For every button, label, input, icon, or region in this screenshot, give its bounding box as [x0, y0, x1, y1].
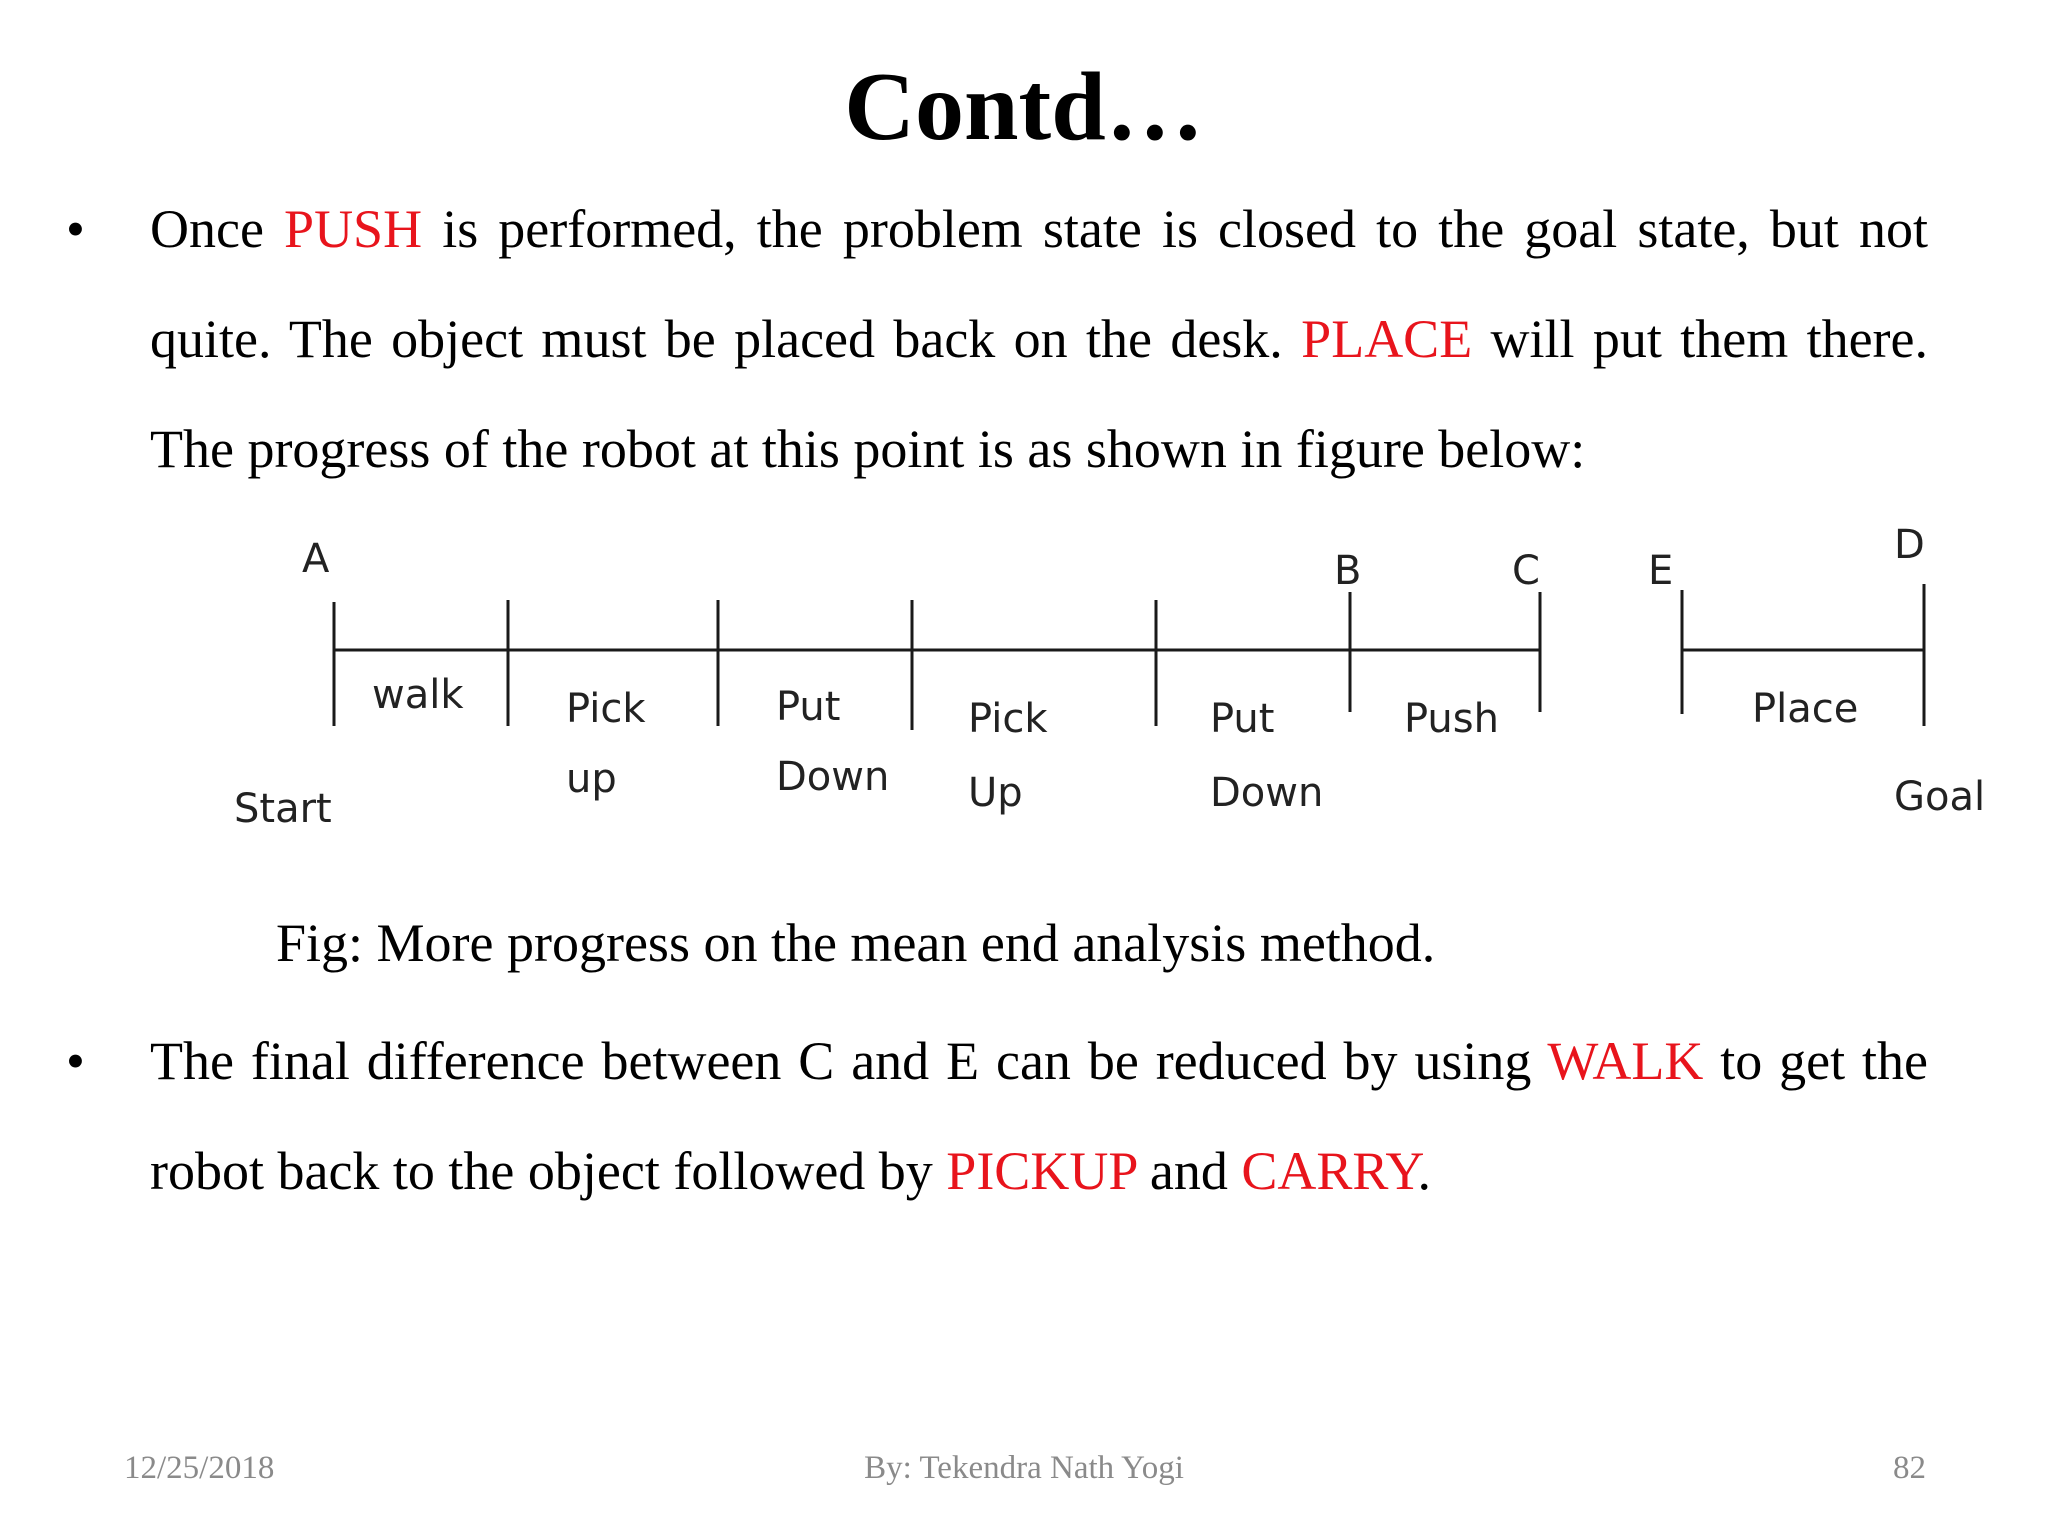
text-segment: and: [1136, 1141, 1242, 1201]
segment-label: Put: [776, 684, 841, 730]
keyword-pickup: PICKUP: [946, 1141, 1137, 1201]
point-label-c: C: [1512, 548, 1540, 594]
point-label-b: B: [1334, 548, 1362, 594]
bullet-marker: •: [66, 199, 85, 259]
keyword-push: PUSH: [284, 199, 423, 259]
footer-author: By: Tekendra Nath Yogi: [864, 1450, 1184, 1486]
footer-date: 12/25/2018: [124, 1450, 275, 1486]
segment-label: Push: [1404, 696, 1499, 742]
segment-label: up: [566, 756, 617, 802]
segment-label: Pick: [968, 696, 1048, 742]
segment-label: Up: [968, 770, 1023, 816]
keyword-carry: CARRY: [1241, 1141, 1418, 1201]
goal-label: Goal: [1894, 774, 1986, 820]
segment-label: walk: [372, 672, 464, 718]
start-label: Start: [234, 786, 332, 832]
segment-label: Down: [776, 754, 890, 800]
text-segment: .: [1417, 1141, 1431, 1201]
text-segment: will put them there. The progress of the robot at this point is as shown in figure below:: [150, 309, 1928, 479]
segment-label: Pick: [566, 686, 646, 732]
keyword-place: PLACE: [1301, 309, 1473, 369]
text-segment: to get the robot back to the object followed by: [150, 1031, 1928, 1201]
bullet-paragraph-1: [150, 174, 1928, 504]
text-segment: Once: [150, 199, 285, 259]
point-label-d: D: [1894, 522, 1925, 568]
keyword-walk: WALK: [1547, 1031, 1704, 1091]
segment-label: Place: [1752, 686, 1859, 732]
bullet-paragraph-2: [150, 1006, 1928, 1226]
slide-title: Contd…: [844, 53, 1204, 161]
segment-label: Down: [1210, 770, 1324, 816]
text-segment: The final difference between C and E can be reduced by using: [150, 1031, 1548, 1091]
footer-page-number: 82: [1893, 1450, 1926, 1486]
figure-caption: Fig: More progress on the mean end analysis method.: [276, 913, 1436, 973]
point-label-e: E: [1648, 548, 1674, 594]
point-label-a: A: [302, 536, 330, 582]
text-segment: is performed, the problem state is closed to the goal state, but not quite. The object must be placed back on the desk.: [150, 199, 1928, 369]
segment-label: Put: [1210, 696, 1275, 742]
bullet-marker: •: [66, 1031, 85, 1091]
